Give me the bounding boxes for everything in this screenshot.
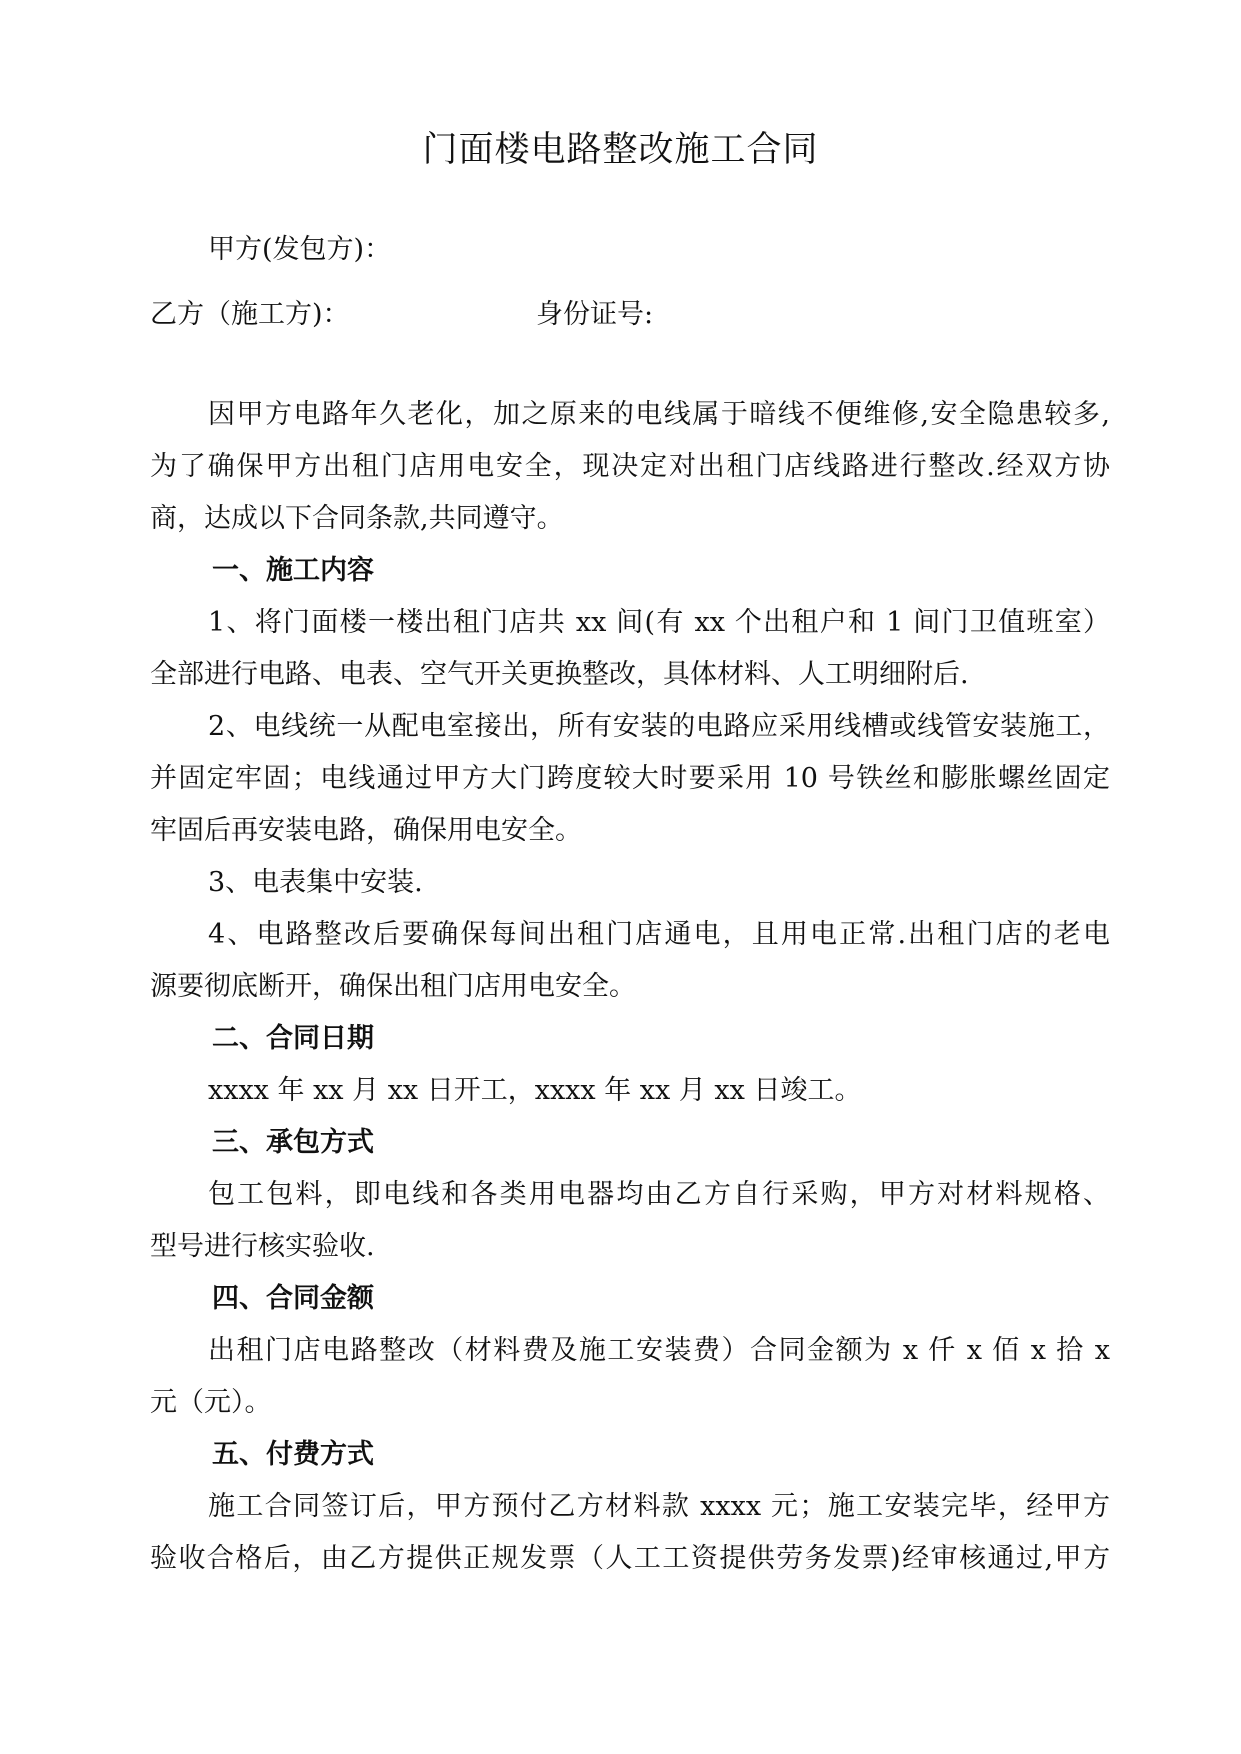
section-line: 元（元）。	[150, 1387, 272, 1418]
section-line: 并固定牢固；电线通过甲方大门跨度较大时要采用 10 号铁丝和膨胀螺丝固定	[150, 763, 1110, 794]
party-a-label: 甲方(发包方)：	[208, 234, 392, 265]
intro-line: 商，达成以下合同条款,共同遵守。	[150, 503, 564, 534]
section-line: 牢固后再安装电路，确保用电安全。	[150, 815, 582, 846]
intro-line: 因甲方电路年久老化，加之原来的电线属于暗线不便维修,安全隐患较多,	[208, 399, 1110, 430]
section-heading: 一、施工内容	[212, 555, 374, 586]
id-number-label: 身份证号:	[536, 299, 654, 330]
section-line: 出租门店电路整改（材料费及施工安装费）合同金额为 x 仟 x 佰 x 拾 x	[208, 1335, 1110, 1366]
section-line: 型号进行核实验收.	[150, 1231, 375, 1262]
section-heading: 四、合同金额	[212, 1283, 374, 1314]
section-heading: 三、承包方式	[212, 1127, 374, 1158]
section-line: 源要彻底断开，确保出租门店用电安全。	[150, 971, 636, 1002]
party-b-label: 乙方（施工方)：	[150, 299, 350, 330]
section-line: 施工合同签订后，甲方预付乙方材料款 xxxx 元；施工安装完毕，经甲方	[208, 1491, 1110, 1522]
section-heading: 五、付费方式	[212, 1439, 374, 1470]
section-line: xxxx 年 xx 月 xx 日开工，xxxx 年 xx 月 xx 日竣工。	[208, 1075, 862, 1106]
section-line: 3、电表集中安装.	[208, 867, 423, 898]
document-title: 门面楼电路整改施工合同	[422, 130, 819, 170]
intro-line: 为了确保甲方出租门店用电安全，现决定对出租门店线路进行整改.经双方协	[150, 451, 1110, 482]
section-line: 1、将门面楼一楼出租门店共 xx 间(有 xx 个出租户和 1 间门卫值班室）	[208, 607, 1110, 638]
section-line: 验收合格后，由乙方提供正规发票（人工工资提供劳务发票)经审核通过,甲方	[150, 1543, 1110, 1574]
section-line: 全部进行电路、电表、空气开关更换整改，具体材料、人工明细附后.	[150, 659, 969, 690]
section-line: 2、电线统一从配电室接出，所有安装的电路应采用线槽或线管安装施工，	[208, 711, 1110, 742]
section-line: 4、电路整改后要确保每间出租门店通电，且用电正常.出租门店的老电	[208, 919, 1110, 950]
section-line: 包工包料，即电线和各类用电器均由乙方自行采购，甲方对材料规格、	[208, 1179, 1110, 1210]
section-heading: 二、合同日期	[212, 1023, 374, 1054]
